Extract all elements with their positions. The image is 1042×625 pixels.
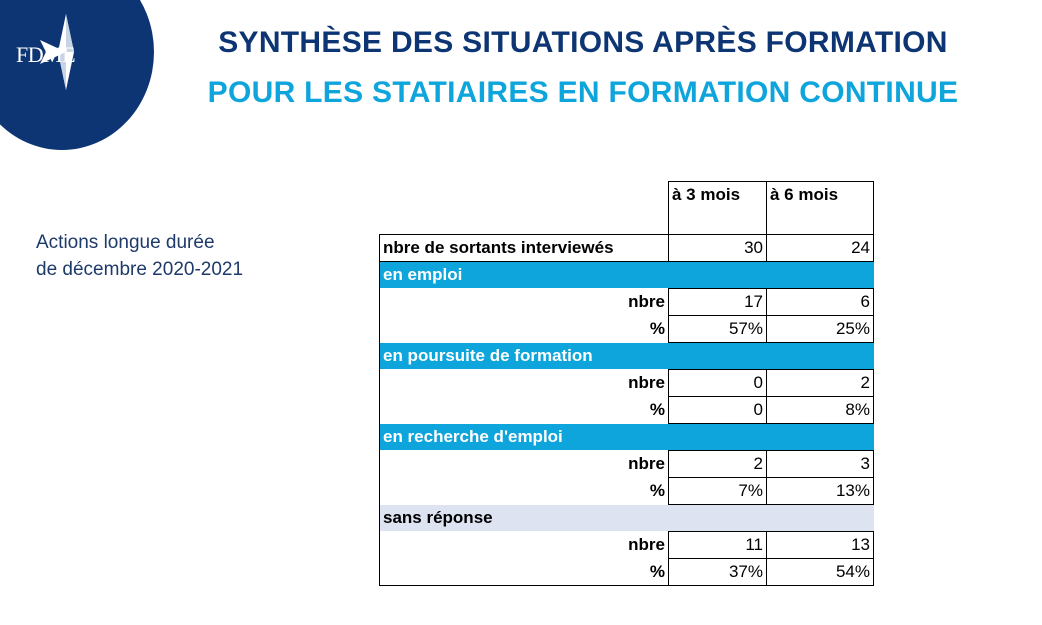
row-label-percent: % <box>380 316 669 343</box>
section-header-recherche-emploi <box>380 424 874 451</box>
sortants-label: nbre de sortants interviewés <box>380 235 669 262</box>
table-row <box>380 559 874 586</box>
cell-value: 57% <box>669 316 767 343</box>
row-label-percent: % <box>380 478 669 505</box>
table-row <box>380 289 874 316</box>
cell-value: 6 <box>767 289 874 316</box>
section-title: en emploi <box>380 262 874 289</box>
table-row <box>380 316 874 343</box>
cell-value: 13 <box>767 532 874 559</box>
table-row <box>380 370 874 397</box>
cell-value: 8% <box>767 397 874 424</box>
table-row <box>380 478 874 505</box>
cell-value: 0 <box>669 397 767 424</box>
sortants-value-6: 24 <box>767 235 874 262</box>
row-label-percent: % <box>380 397 669 424</box>
sortants-value-3: 30 <box>669 235 767 262</box>
cell-value: 11 <box>669 532 767 559</box>
table-header-row <box>380 182 874 209</box>
section-header-sans-reponse <box>380 505 874 532</box>
row-label-nbre: nbre <box>380 370 669 397</box>
cell-value: 54% <box>767 559 874 586</box>
period-caption <box>36 229 243 283</box>
cell-value: 37% <box>669 559 767 586</box>
page-subtitle: POUR LES STATIAIRES EN FORMATION CONTINUE <box>207 76 959 109</box>
row-label-percent: % <box>380 559 669 586</box>
section-header-en-emploi <box>380 262 874 289</box>
table-row <box>380 235 874 262</box>
cell-value: 13% <box>767 478 874 505</box>
section-title: en recherche d'emploi <box>380 424 874 451</box>
table-row <box>380 451 874 478</box>
row-label-nbre: nbre <box>380 451 669 478</box>
cell-value: 7% <box>669 478 767 505</box>
fdme-logo <box>0 0 154 150</box>
cell-value: 3 <box>767 451 874 478</box>
page-title: SYNTHÈSE DES SITUATIONS APRÈS FORMATION <box>218 26 948 59</box>
section-title: sans réponse <box>380 505 874 532</box>
period-caption-line1: Actions longue durée <box>36 232 215 253</box>
cell-value: 25% <box>767 316 874 343</box>
column-header-6-mois: à 6 mois <box>767 182 874 209</box>
cell-value: 0 <box>669 370 767 397</box>
cell-value: 2 <box>669 451 767 478</box>
cell-value: 2 <box>767 370 874 397</box>
row-label-nbre: nbre <box>380 289 669 316</box>
period-caption-line2: de décembre 2020-2021 <box>36 259 244 280</box>
table-row <box>380 532 874 559</box>
table-row <box>380 397 874 424</box>
row-label-nbre: nbre <box>380 532 669 559</box>
section-header-poursuite-formation <box>380 343 874 370</box>
cell-value: 17 <box>669 289 767 316</box>
column-header-3-mois: à 3 mois <box>669 182 767 209</box>
synthesis-table <box>379 181 874 586</box>
compass-star-icon <box>0 0 124 104</box>
logo-text: FDME <box>16 42 76 67</box>
section-title: en poursuite de formation <box>380 343 874 370</box>
